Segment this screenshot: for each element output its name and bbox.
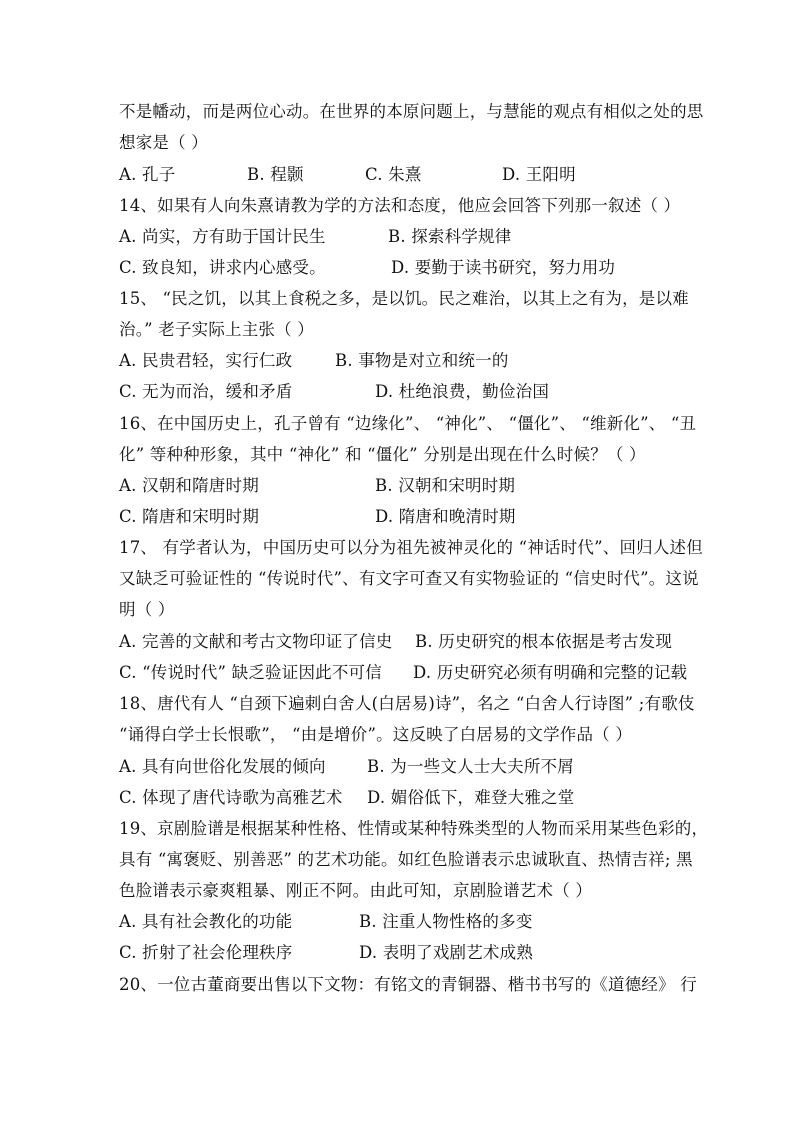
q13-option-d: D. 王阳明 <box>502 165 576 184</box>
q17-option-a: A. 完善的文献和考古文物印证了信史 <box>119 632 393 651</box>
q13-stem-line1: 不是幡动，而是两位心动。在世界的本原问题上，与慧能的观点有相似之处的思 <box>119 102 704 121</box>
q15-stem-line1: 15、 “民之饥，以其上食税之多，是以饥。民之难治，以其上之有为，是以难 <box>119 289 689 308</box>
q13-option-c: C. 朱熹 <box>365 165 422 184</box>
q20-stem-line1: 20、一位古董商要出售以下文物：有铭文的青铜器、楷书书写的《道德经》 行 <box>119 975 697 994</box>
q16-stem-line1: 16、在中国历史上，孔子曾有 “边缘化”、 “神化”、 “僵化”、 “维新化”、 “丑 <box>119 414 697 433</box>
q17-stem-line3: 明（ ） <box>119 600 175 619</box>
q19-stem-line2: 具有 “寓褒贬、别善恶” 的艺术功能。如红色脸谱表示忠诚耿直、热情吉祥; 黑 <box>119 850 693 869</box>
q16-option-c: C. 隋唐和宋明时期 <box>119 507 260 526</box>
q18-stem-line1: 18、唐代有人 “自颈下遍刺白舍人(白居易)诗”，名之 “白舍人行诗图” ;有歌伎 <box>119 694 695 713</box>
q16-stem-line2: 化” 等种种形象，其中 “神化” 和 “僵化” 分别是出现在什么时候？（ ） <box>119 445 646 464</box>
q15-option-a: A. 民贵君轻，实行仁政 <box>119 351 293 370</box>
q15-option-c: C. 无为而治，缓和矛盾 <box>119 382 293 401</box>
q19-option-c: C. 折射了社会伦理秩序 <box>119 943 293 962</box>
q18-option-b: B. 为一些文人士大夫所不屑 <box>367 757 574 776</box>
q17-option-b: B. 历史研究的根本依据是考古发现 <box>415 632 673 651</box>
q19-stem-line3: 色脸谱表示豪爽粗暴、刚正不阿。由此可知，京剧脸谱艺术（ ） <box>119 881 593 900</box>
q18-option-a: A. 具有向世俗化发展的倾向 <box>119 757 326 776</box>
q15-option-d: D. 杜绝浪费，勤俭治国 <box>375 382 550 401</box>
q18-option-c: C. 体现了唐代诗歌为高雅艺术 <box>119 788 343 807</box>
q15-option-b: B. 事物是对立和统一的 <box>335 351 509 370</box>
q18-option-d: D. 媚俗低下，难登大雅之堂 <box>367 788 575 807</box>
q14-stem: 14、如果有人向朱熹请教为学的方法和态度，他应会回答下列那一叙述（ ） <box>119 196 681 215</box>
q17-stem-line1: 17、 有学者认为，中国历史可以分为祖先被神灵化的 “神话时代”、回归人述但 <box>119 538 703 557</box>
q19-option-a: A. 具有社会教化的功能 <box>119 912 293 931</box>
q16-option-d: D. 隋唐和晚清时期 <box>375 507 516 526</box>
q17-option-d: D. 历史研究必须有明确和完整的记载 <box>413 663 688 682</box>
q14-option-b: B. 探索科学规律 <box>388 227 512 246</box>
q16-option-a: A. 汉朝和隋唐时期 <box>119 476 259 495</box>
q18-stem-line2: “诵得白学士长恨歌”， “由是增价”。这反映了白居易的文学作品（ ） <box>119 725 633 744</box>
q19-option-b: B. 注重人物性格的多变 <box>359 912 533 931</box>
q17-stem-line2: 又缺乏可验证性的 “传说时代”、有文字可查又有实物验证的 “信史时代”。这说 <box>119 569 699 588</box>
q17-option-c: C. “传说时代” 缺乏验证因此不可信 <box>119 663 382 682</box>
q13-option-a: A. 孔子 <box>119 165 176 184</box>
q19-option-d: D. 表明了戏剧艺术成熟 <box>359 943 534 962</box>
q13-stem-line2: 想家是（ ） <box>119 133 208 152</box>
q14-option-a: A. 尚实，方有助于国计民生 <box>119 227 326 246</box>
q16-option-b: B. 汉朝和宋明时期 <box>375 476 516 495</box>
q13-option-b: B. 程颢 <box>247 165 304 184</box>
q19-stem-line1: 19、京剧脸谱是根据某种性格、性情或某种特殊类型的人物而采用某些色彩的， <box>119 819 709 838</box>
q14-option-d: D. 要勤于读书研究，努力用功 <box>391 258 616 277</box>
q15-stem-line2: 治。” 老子实际上主张（ ） <box>119 320 314 339</box>
q14-option-c: C. 致良知，讲求内心感受。 <box>119 258 326 277</box>
